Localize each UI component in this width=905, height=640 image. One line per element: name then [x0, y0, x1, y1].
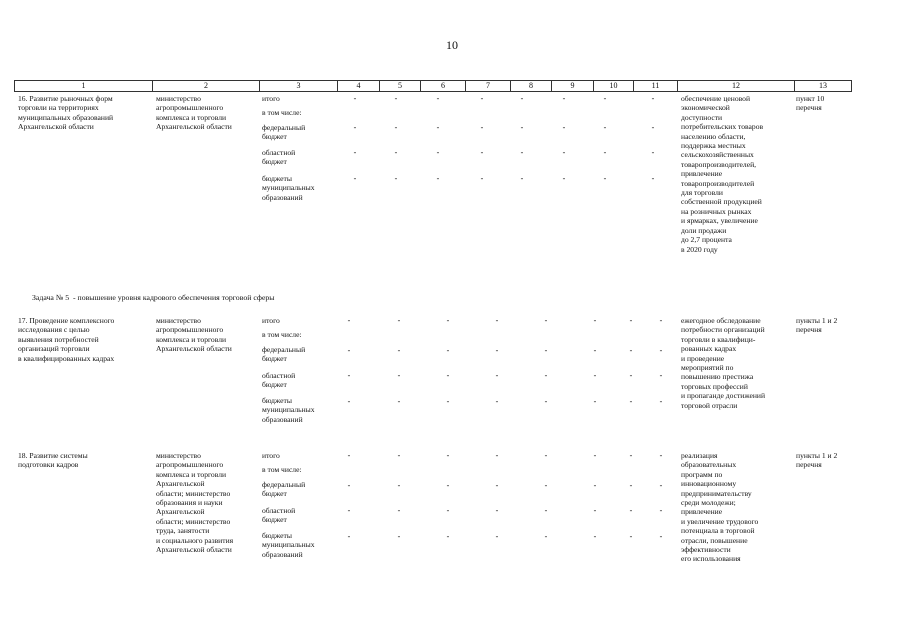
- dash: -: [446, 481, 450, 490]
- dash: -: [544, 346, 548, 355]
- dash: -: [659, 481, 663, 490]
- dash: -: [495, 532, 499, 541]
- row-18-munic: бюджеты муниципальных образований: [262, 531, 315, 559]
- dash: -: [603, 148, 607, 157]
- dash: -: [603, 94, 607, 103]
- dash: -: [629, 532, 633, 541]
- dash: -: [593, 481, 597, 490]
- dash: -: [397, 506, 401, 515]
- dash: -: [651, 123, 655, 132]
- row-16-result: обеспечение ценовой экономической доступности потребительских товаров населению области, поддержка местных сельскохозяйственных товаропроизводителей, привлечение товаропроизводителей для торговли собственной продукцией на розничных рынках и ярмарках, увеличение доли продажи до 2,7 процента в 2020 году: [681, 94, 764, 254]
- row-16-itogo: итого: [262, 94, 280, 103]
- col-5-header: 5: [379, 81, 420, 91]
- dash: -: [495, 346, 499, 355]
- col-11-header: 11: [633, 81, 677, 91]
- dash: -: [394, 94, 398, 103]
- col-4-header: 4: [337, 81, 379, 91]
- dash: -: [446, 506, 450, 515]
- dash: -: [544, 371, 548, 380]
- row-17-federal: федеральный бюджет: [262, 345, 306, 364]
- dash: -: [480, 148, 484, 157]
- row-17-ref: пункты 1 и 2 перечня: [796, 316, 838, 335]
- dash: -: [593, 346, 597, 355]
- dash: -: [397, 371, 401, 380]
- dash: -: [436, 123, 440, 132]
- col-6-header: 6: [420, 81, 465, 91]
- dash: -: [394, 148, 398, 157]
- task-5-heading: Задача № 5 - повышение уровня кадрового обеспечения торговой сферы: [32, 293, 275, 302]
- dash: -: [629, 316, 633, 325]
- dash: -: [480, 174, 484, 183]
- dash: -: [347, 532, 351, 541]
- dash: -: [495, 316, 499, 325]
- dash: -: [659, 316, 663, 325]
- row-16-federal: федеральный бюджет: [262, 123, 306, 142]
- dash: -: [659, 451, 663, 460]
- dash: -: [446, 532, 450, 541]
- dash: -: [480, 94, 484, 103]
- dash: -: [562, 174, 566, 183]
- dash: -: [593, 371, 597, 380]
- dash: -: [397, 397, 401, 406]
- row-16-ref: пункт 10 перечня: [796, 94, 825, 113]
- row-17-vtom: в том числе:: [262, 330, 302, 339]
- dash: -: [394, 174, 398, 183]
- row-16-munic: бюджеты муниципальных образований: [262, 174, 315, 202]
- dash: -: [651, 174, 655, 183]
- dash: -: [495, 506, 499, 515]
- dash: -: [347, 397, 351, 406]
- dash: -: [659, 506, 663, 515]
- dash: -: [629, 346, 633, 355]
- dash: -: [629, 371, 633, 380]
- dash: -: [562, 123, 566, 132]
- dash: -: [394, 123, 398, 132]
- row-18-vtom: в том числе:: [262, 465, 302, 474]
- col-8-header: 8: [510, 81, 551, 91]
- dash: -: [603, 174, 607, 183]
- dash: -: [446, 451, 450, 460]
- dash: -: [629, 451, 633, 460]
- dash: -: [562, 94, 566, 103]
- dash: -: [397, 481, 401, 490]
- dash: -: [397, 451, 401, 460]
- row-16-vtom: в том числе:: [262, 108, 302, 117]
- col-3-header: 3: [259, 81, 337, 91]
- col-2-header: 2: [152, 81, 259, 91]
- dash: -: [446, 397, 450, 406]
- row-18-itogo: итого: [262, 451, 280, 460]
- dash: -: [397, 532, 401, 541]
- dash: -: [659, 346, 663, 355]
- dash: -: [347, 506, 351, 515]
- row-17-oblast: областной бюджет: [262, 371, 296, 390]
- dash: -: [651, 94, 655, 103]
- dash: -: [446, 346, 450, 355]
- dash: -: [353, 174, 357, 183]
- col-7-header: 7: [465, 81, 510, 91]
- row-17-name: 17. Проведение комплексного исследования с целью выявления потребностей организаций торговли в квалифицированных кадрах: [18, 316, 115, 363]
- col-13-header: 13: [794, 81, 851, 91]
- row-16-oblast: областной бюджет: [262, 148, 296, 167]
- row-17-munic: бюджеты муниципальных образований: [262, 396, 315, 424]
- dash: -: [520, 174, 524, 183]
- dash: -: [544, 506, 548, 515]
- dash: -: [544, 316, 548, 325]
- row-18-federal: федеральный бюджет: [262, 480, 306, 499]
- dash: -: [659, 532, 663, 541]
- col-10-header: 10: [593, 81, 633, 91]
- col-12-header: 12: [677, 81, 794, 91]
- dash: -: [520, 94, 524, 103]
- dash: -: [593, 506, 597, 515]
- dash: -: [651, 148, 655, 157]
- dash: -: [347, 316, 351, 325]
- dash: -: [397, 346, 401, 355]
- table-header: [14, 80, 852, 92]
- dash: -: [629, 506, 633, 515]
- dash: -: [593, 316, 597, 325]
- dash: -: [347, 346, 351, 355]
- dash: -: [603, 123, 607, 132]
- dash: -: [593, 451, 597, 460]
- dash: -: [495, 481, 499, 490]
- row-18-result: реализация образовательных программ по инновационному предпринимательству среди молодежи; привлечение и увеличение трудового потенциала в торговой отрасли, повышение эффективности его использования: [681, 451, 759, 564]
- dash: -: [629, 397, 633, 406]
- dash: -: [495, 451, 499, 460]
- page-number: 10: [446, 38, 458, 52]
- row-18-oblast: областной бюджет: [262, 506, 296, 525]
- dash: -: [353, 148, 357, 157]
- dash: -: [544, 451, 548, 460]
- dash: -: [593, 532, 597, 541]
- dash: -: [593, 397, 597, 406]
- dash: -: [436, 148, 440, 157]
- row-18-executor: министерство агропромышленного комплекса и торговли Архангельской области; министерство образования и науки Архангельской области; министерство труда, занятости и социального развития Архангельской области: [156, 451, 234, 555]
- dash: -: [520, 123, 524, 132]
- row-16-executor: министерство агропромышленного комплекса и торговли Архангельской области: [156, 94, 232, 132]
- dash: -: [520, 148, 524, 157]
- col-1-header: 1: [81, 81, 86, 90]
- dash: -: [544, 397, 548, 406]
- dash: -: [353, 94, 357, 103]
- dash: -: [347, 481, 351, 490]
- dash: -: [347, 451, 351, 460]
- dash: -: [544, 481, 548, 490]
- dash: -: [659, 397, 663, 406]
- dash: -: [544, 532, 548, 541]
- dash: -: [562, 148, 566, 157]
- dash: -: [629, 481, 633, 490]
- dash: -: [446, 371, 450, 380]
- row-17-result: ежегодное обследование потребности организаций торговли в квалифици- рованных кадрах и проведение мероприятий по повышению престижа торговых профессий и пропаганде достижений торговой отрасли: [681, 316, 766, 410]
- row-17-itogo: итого: [262, 316, 280, 325]
- dash: -: [480, 123, 484, 132]
- dash: -: [436, 174, 440, 183]
- dash: -: [347, 371, 351, 380]
- dash: -: [659, 371, 663, 380]
- dash: -: [495, 371, 499, 380]
- dash: -: [446, 316, 450, 325]
- dash: -: [436, 94, 440, 103]
- row-17-executor: министерство агропромышленного комплекса и торговли Архангельской области: [156, 316, 232, 354]
- dash: -: [353, 123, 357, 132]
- row-18-name: 18. Развитие системы подготовки кадров: [18, 451, 88, 470]
- dash: -: [495, 397, 499, 406]
- row-18-ref: пункты 1 и 2 перечня: [796, 451, 838, 470]
- col-9-header: 9: [551, 81, 593, 91]
- row-16-name: 16. Развитие рыночных форм торговли на территориях муниципальных образований Архангельской области: [18, 94, 114, 132]
- dash: -: [397, 316, 401, 325]
